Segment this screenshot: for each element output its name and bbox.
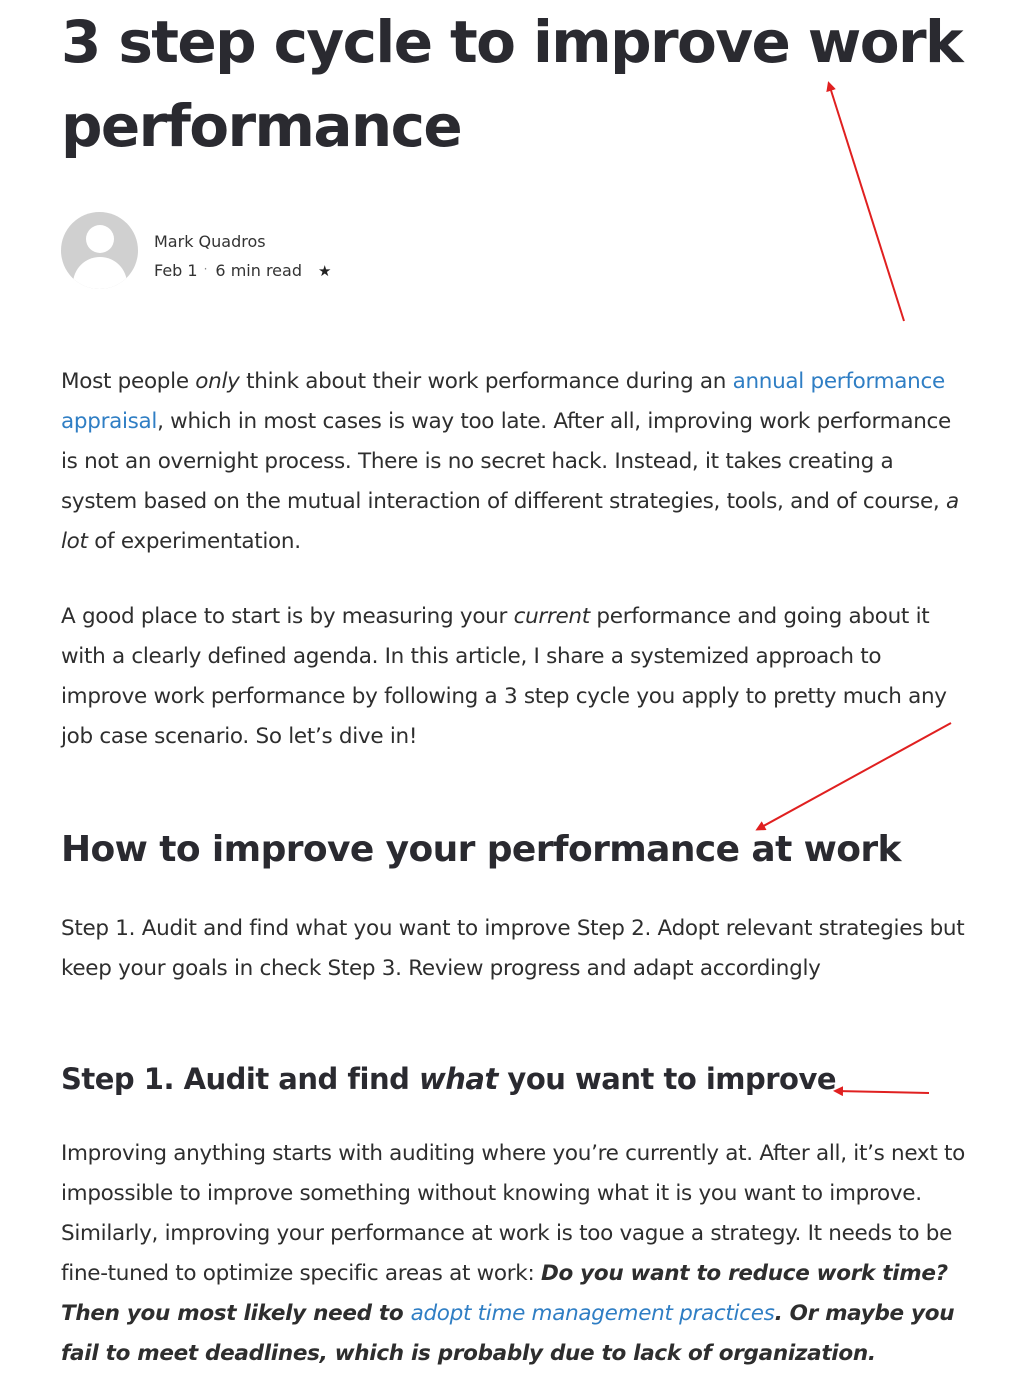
meta-separator: · xyxy=(203,262,208,276)
section-heading: How to improve your performance at work xyxy=(61,829,901,870)
avatar-body-shape xyxy=(73,257,127,289)
text: performance and going about it with a clearly defined agenda. In this article, I share a systemized approach to improve work performance by following a 3 step cycle you apply to pretty much any job case scenario. So let’s dive in! xyxy=(61,604,947,749)
post-meta xyxy=(154,261,331,280)
text: Step 1. Audit and find xyxy=(61,1062,419,1096)
step1-paragraph xyxy=(61,1134,971,1374)
emphasis: current xyxy=(513,604,590,629)
bold-italic-text: Do you want to reduce work time? Then you most likely need to xyxy=(61,1261,948,1326)
text: Improving anything starts with auditing where you’re currently at. After all, it’s next to impossible to improve something without knowing what it is you want to improve. Similarly, improving your performance at work is too vague a strategy. It needs to be fine-tuned to optimize specific areas at work: xyxy=(61,1141,965,1286)
page-title: 3 step cycle to improve work performance xyxy=(61,8,963,160)
author-block xyxy=(61,212,461,292)
annual-performance-appraisal-link[interactable]: annual performance appraisal xyxy=(61,369,945,434)
intro-paragraph-1 xyxy=(61,362,971,562)
text: A good place to start is by measuring your xyxy=(61,604,514,629)
text: you want to improve xyxy=(497,1062,837,1096)
read-time: 6 min read xyxy=(215,261,302,280)
steps-summary: Step 1. Audit and find what you want to improve Step 2. Adopt relevant strategies but keep your goals in check Step 3. Review progress and adapt accordingly xyxy=(61,916,965,981)
post-date: Feb 1 xyxy=(154,261,198,280)
avatar[interactable] xyxy=(61,212,138,289)
bold-italic-text: . Or maybe you fail to meet deadlines, which is probably due to lack of organization. xyxy=(61,1301,955,1366)
author-name[interactable]: Mark Quadros xyxy=(154,232,266,251)
emphasis: only xyxy=(195,369,240,394)
emphasis: a lot xyxy=(61,489,959,554)
text: , which in most cases is way too late. After all, improving work performance is not an overnight process. There is no secret hack. Instead, it takes creating a system based on the mutual interaction of different strategies, tools, and of course, xyxy=(61,409,951,514)
intro-paragraph-2 xyxy=(61,597,971,757)
text: Most people xyxy=(61,369,196,394)
text: of experimentation. xyxy=(87,529,301,554)
text: think about their work performance during an xyxy=(239,369,733,394)
time-management-link[interactable]: adopt time management practices xyxy=(410,1301,775,1326)
emphasis: what xyxy=(418,1062,498,1096)
avatar-head-shape xyxy=(86,225,114,253)
step1-heading xyxy=(61,1059,971,1099)
star-icon[interactable]: ★ xyxy=(317,262,332,280)
